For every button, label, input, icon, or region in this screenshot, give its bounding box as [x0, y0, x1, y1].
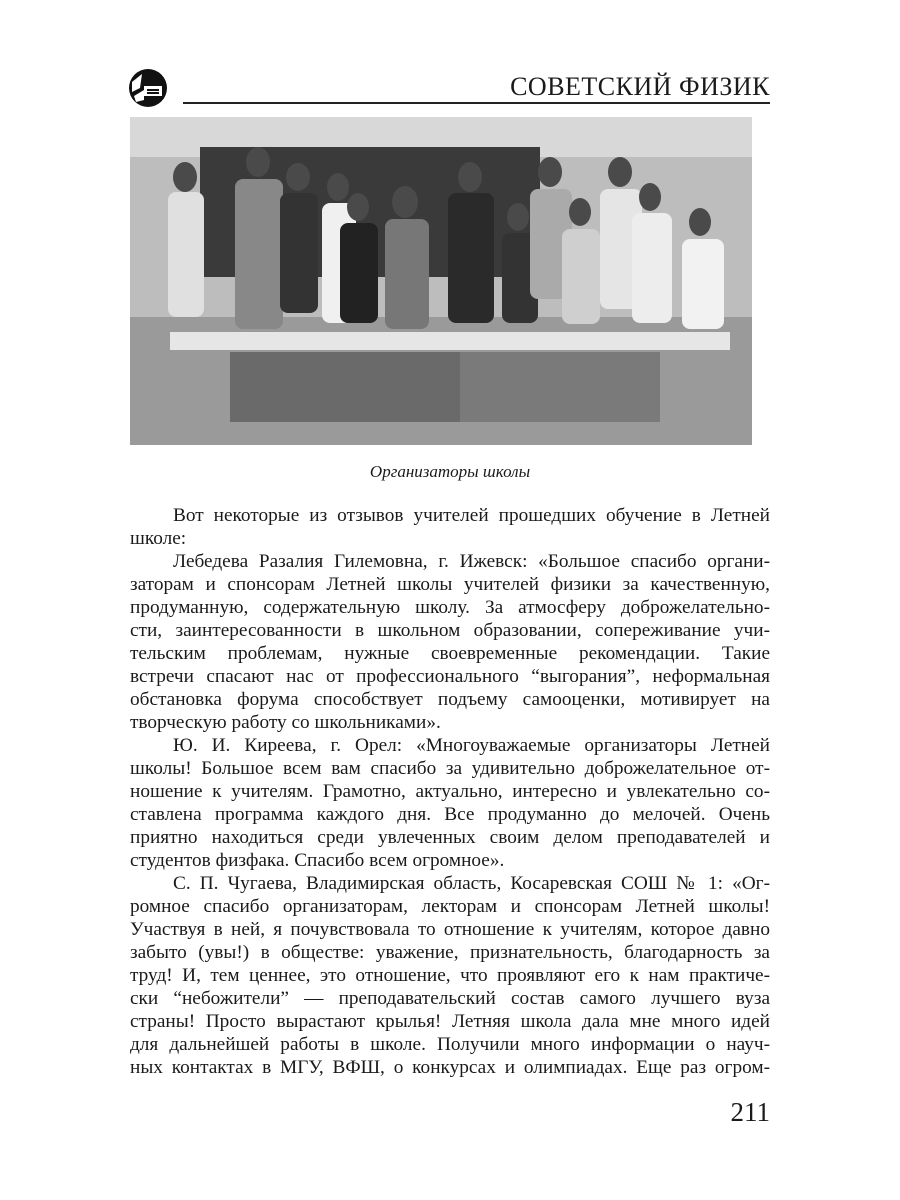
text-line: встречи спасают нас от профессионального “выгорания”, неформальная: [130, 666, 770, 687]
photo-caption: Организаторы школы: [369, 462, 531, 481]
text-line: труд! И, тем ценнее, это отношение, что проявляют его к нам практиче-: [130, 965, 770, 986]
paragraph: [130, 872, 770, 1079]
paragraph: [130, 504, 770, 550]
text-line: Участвуя в ней, я почувствовала то отношение к учителям, которое давно: [130, 919, 770, 940]
text-line: тельским проблемам, нужные своевременные рекомендации. Такие: [130, 643, 770, 664]
text-line: обстановка форума способствует подъему самооценки, мотивирует на: [130, 689, 770, 710]
text-line: школы! Большое всем вам спасибо за удивительно доброжелательное от-: [130, 758, 770, 779]
text-line: для дальнейшей работы в школе. Получили много информации о науч-: [130, 1034, 770, 1055]
text-line: ски “небожители” — преподавательский состав самого лучшего вуза: [130, 988, 770, 1009]
text-line: ставлена программа каждого дня. Все продуманно до мелочей. Очень: [130, 804, 770, 825]
text-line: сти, заинтересованности в школьном образовании, сопереживание учи-: [130, 620, 770, 641]
running-header-title: СОВЕТСКИЙ ФИЗИК: [510, 72, 770, 101]
text-line: С. П. Чугаева, Владимирская область, Косаревская СОШ № 1: «Ог-: [173, 873, 770, 894]
text-line: Вот некоторые из отзывов учителей прошедших обучение в Летней: [173, 505, 770, 526]
text-line: приятно находиться среди увлеченных своим делом преподавателей и: [130, 827, 770, 848]
paragraph: [130, 734, 770, 872]
group-photo: [130, 117, 752, 445]
text-line: творческую работу со школьниками».: [130, 712, 441, 733]
body-text: [130, 504, 770, 1079]
paragraph: [130, 550, 770, 734]
text-line: Ю. И. Киреева, г. Орел: «Многоуважаемые организаторы Летней: [173, 735, 770, 756]
text-line: страны! Просто вырастают крылья! Летняя школа дала мне много идей: [130, 1011, 770, 1032]
text-line: Лебедева Разалия Гилемовна, г. Ижевск: «Большое спасибо органи-: [173, 551, 770, 572]
text-line: ромное спасибо организаторам, лекторам и спонсорам Летней школы!: [130, 896, 770, 917]
text-line: студентов физфака. Спасибо всем огромное».: [130, 850, 505, 871]
text-line: ношение к учителям. Грамотно, актуально, интересно и увлекательно со-: [130, 781, 770, 802]
text-line: школе:: [130, 528, 187, 549]
text-line: ных контактах в МГУ, ВФШ, о конкурсах и олимпиадах. Еще раз огром-: [130, 1057, 770, 1078]
page-number: 211: [730, 1097, 770, 1127]
header-rule: [183, 102, 770, 104]
text-line: заторам и спонсорам Летней школы учителей физики за качественную,: [130, 574, 770, 595]
text-line: продуманную, содержательную школу. За атмосферу доброжелательно-: [130, 597, 770, 618]
physics-faculty-logo-icon: [128, 68, 168, 108]
text-line: забыто (увы!) в обществе: уважение, признательность, благодарность за: [130, 942, 770, 963]
